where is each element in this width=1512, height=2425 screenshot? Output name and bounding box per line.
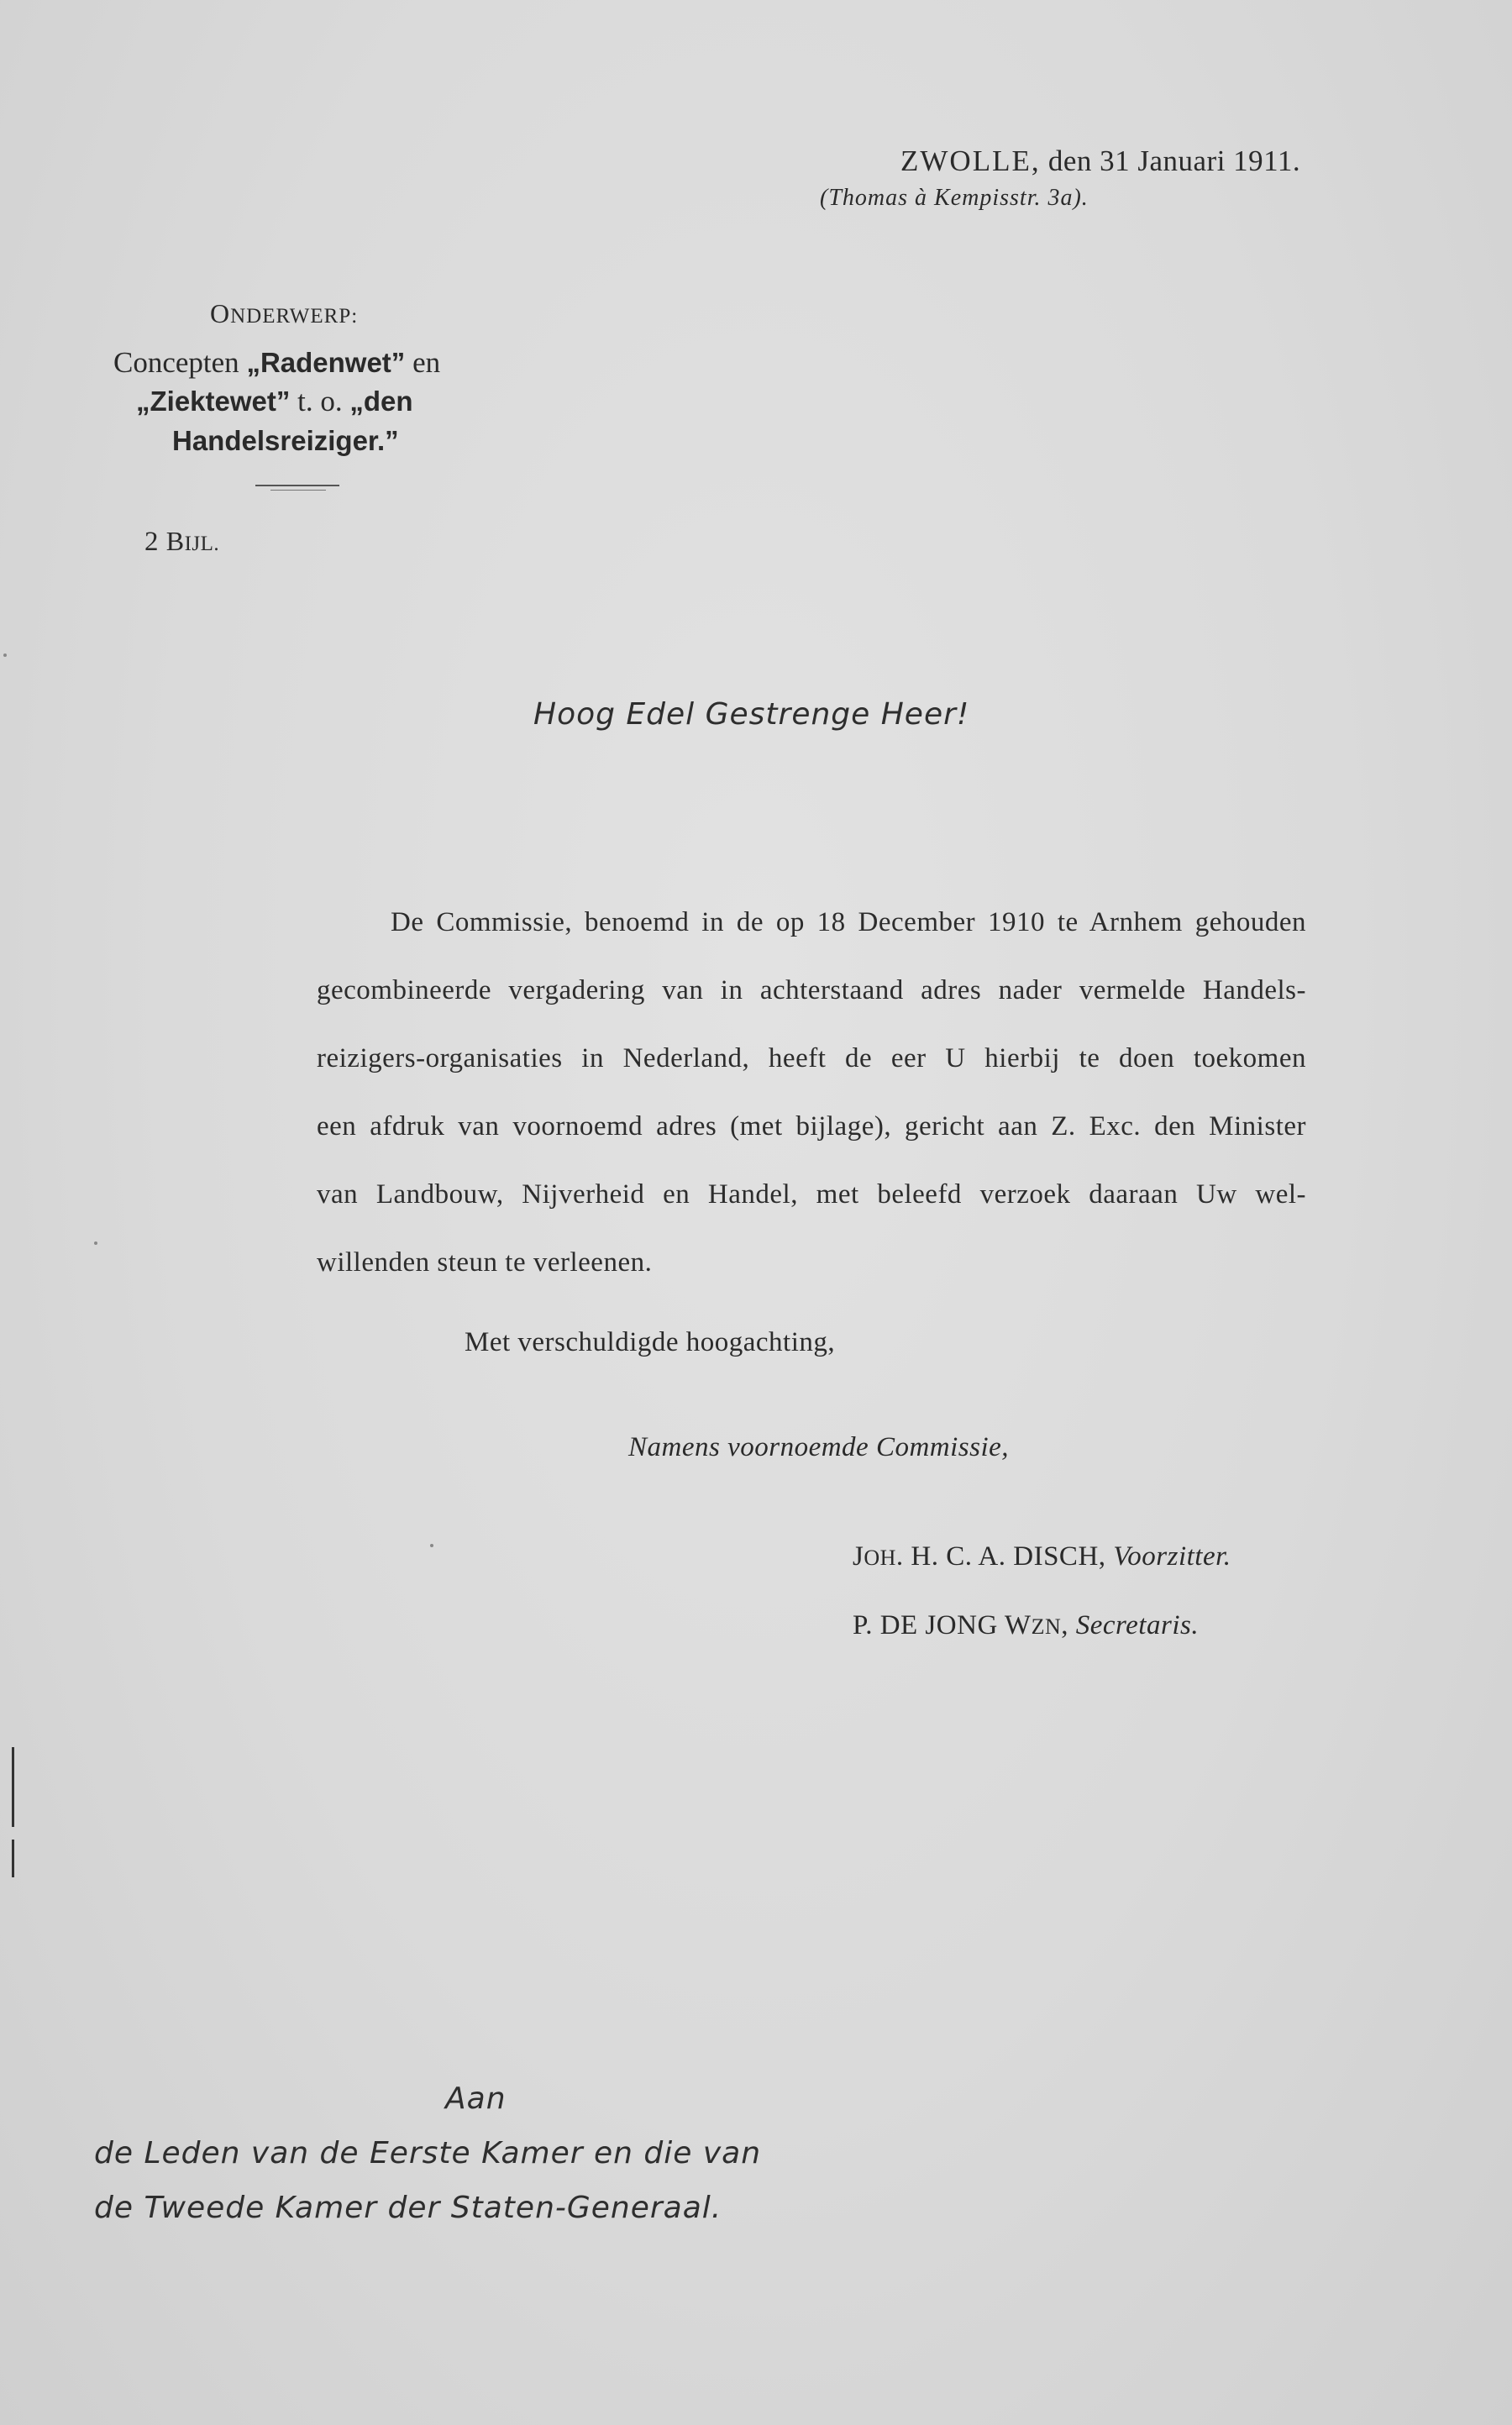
- dateline-city: ZWOLLE,: [900, 144, 1041, 177]
- addressee-line-3: de Tweede Kamer der Staten-Generaal.: [94, 2191, 722, 2225]
- subject-divider-lower: [270, 490, 326, 491]
- binding-mark: [12, 1747, 14, 1827]
- addressee-line-2: de Leden van de Eerste Kamer en die van: [94, 2136, 762, 2170]
- binding-mark: [12, 1840, 14, 1877]
- closing-greeting: Met verschuldigde hoogachting,: [465, 1327, 836, 1357]
- salutation: Hoog Edel Gestrenge Heer!: [533, 697, 970, 732]
- body-line: van Landbouw, Nijverheid en Handel, met beleefd verzoek daaraan Uw wel-: [317, 1179, 1306, 1210]
- dateline-date: den 31 Januari 1911.: [1047, 144, 1301, 177]
- body-line: De Commissie, benoemd in de op 18 December 1910 te Arnhem gehouden: [391, 907, 1306, 937]
- subject-line-1: Concepten „Radenwet” en: [113, 346, 441, 379]
- enclosures-note: 2 BIJL.: [144, 526, 220, 557]
- body-paragraph: [317, 889, 1306, 1297]
- dateline: [900, 144, 1300, 178]
- subject-label: ONDERWERP:: [210, 298, 359, 328]
- on-behalf-line: Namens voornoemde Commissie,: [628, 1432, 1010, 1462]
- body-line: een afdruk van voornoemd adres (met bijlage), gericht aan Z. Exc. den Minister: [317, 1111, 1306, 1142]
- body-line: gecombineerde vergadering van in achterstaand adres nader vermelde Handels-: [317, 975, 1306, 1005]
- body-line: willenden steun te verleenen.: [317, 1247, 653, 1278]
- subject-divider: [255, 485, 339, 486]
- signatory-secretary: P. DE JONG WZN, Secretaris.: [853, 1610, 1200, 1640]
- sender-address: (Thomas à Kempisstr. 3a).: [820, 185, 1089, 211]
- body-line: reizigers-organisaties in Nederland, heeft de eer U hierbij te doen toekomen: [317, 1043, 1306, 1073]
- scan-speck: [3, 653, 7, 657]
- scan-speck: [94, 1241, 97, 1245]
- subject-line-2: „Ziektewet” t. o. „den: [136, 385, 413, 417]
- signatory-chairman: JOH. H. C. A. DISCH, Voorzitter.: [853, 1541, 1231, 1572]
- scan-speck: [430, 1544, 433, 1547]
- addressee-line-1: Aan: [445, 2081, 507, 2116]
- subject-line-3: Handelsreiziger.”: [172, 425, 399, 456]
